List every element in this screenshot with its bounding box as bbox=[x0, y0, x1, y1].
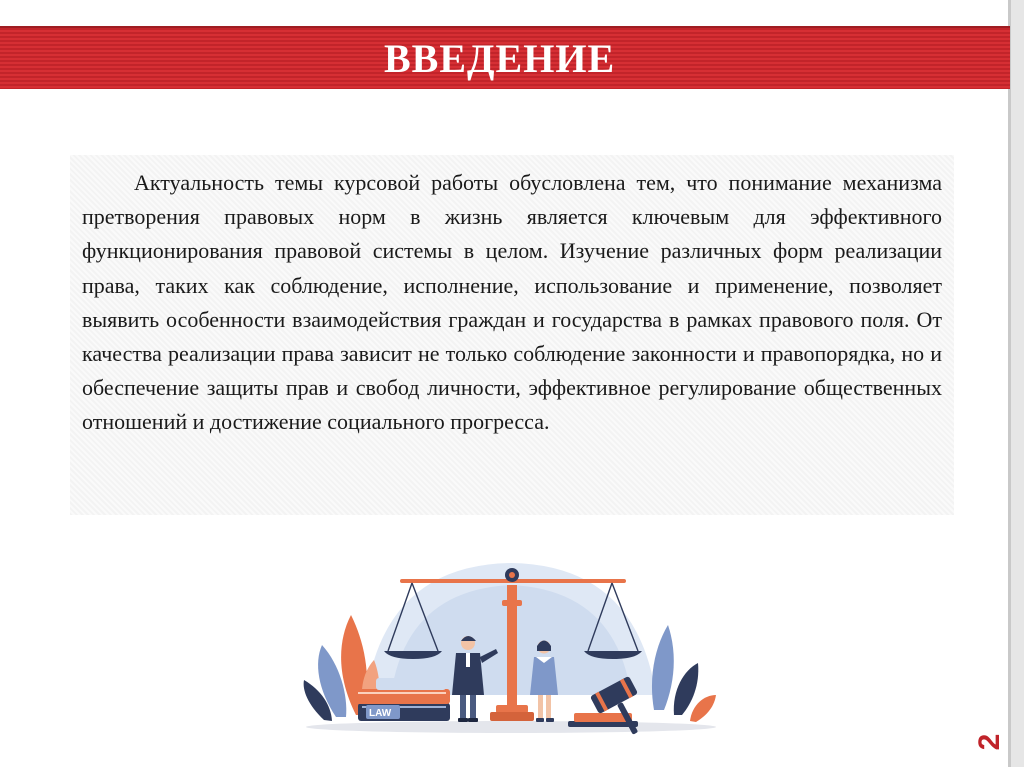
title-band-edge bbox=[0, 26, 1010, 28]
right-edge-line bbox=[1008, 0, 1011, 767]
right-edge-bar bbox=[1010, 0, 1024, 767]
page-number: 2 bbox=[973, 733, 1006, 751]
book-label: LAW bbox=[369, 708, 392, 719]
justice-illustration bbox=[296, 545, 726, 737]
body-paragraph: Актуальность темы курсовой работы обусловлена тем, что понимание механизма претворения правовых норм в жизнь является ключевым для эффективного функционирования правовой системы в целом. Изучение различных форм реализации права, таких как соблюдение, исполнение, использование и применение, позволяет выявить особенности взаимодействия граждан и государства в рамках правового поля. От качества реализации права зависит не только соблюдение законности и правопорядка, но и обеспечение защиты прав и свобод личности, эффективное регулирование общественных отношений и достижение социального прогресса. bbox=[82, 170, 942, 435]
slide-title: ВВЕДЕНИЕ bbox=[384, 36, 616, 81]
right-leaves-icon bbox=[652, 625, 716, 722]
ground-shadow bbox=[306, 721, 716, 733]
